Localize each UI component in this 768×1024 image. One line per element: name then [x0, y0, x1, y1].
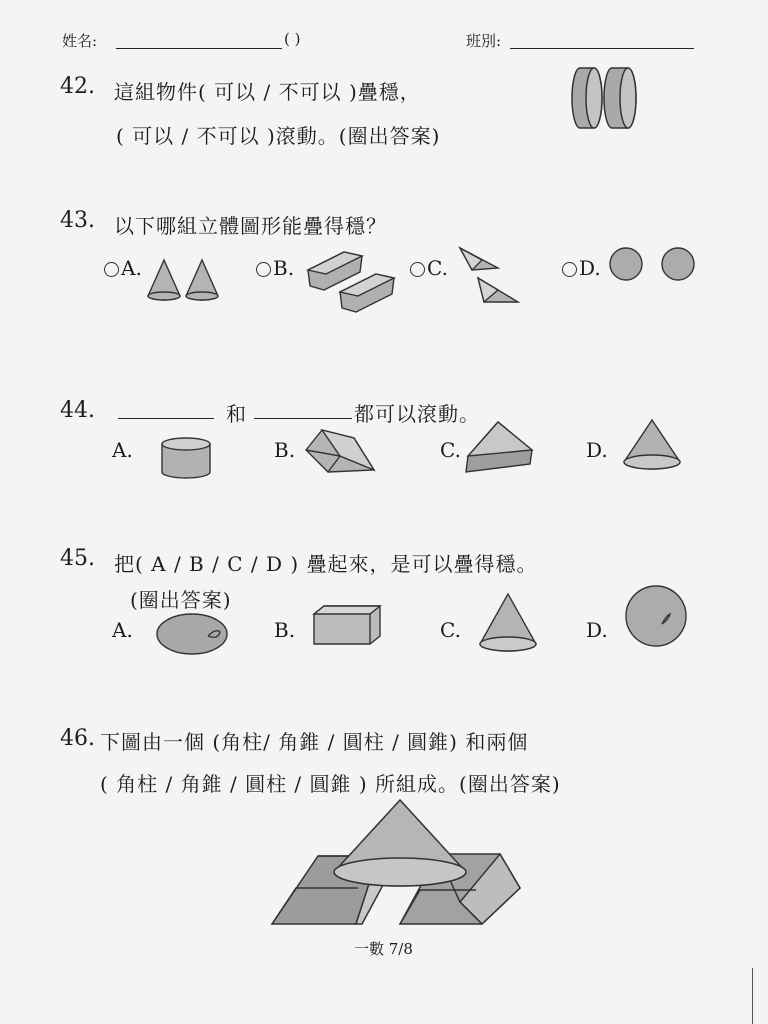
- q44-d-cone-figure: [622, 418, 682, 472]
- q44-c-pyramid-figure: [462, 420, 534, 476]
- q45-b-cuboid-figure: [312, 604, 382, 646]
- question-42-number: 42.: [60, 74, 95, 99]
- q44-option-c-label[interactable]: C.: [440, 438, 461, 462]
- page-number: 一數 7/8: [354, 940, 413, 958]
- page-edge-mark: [752, 968, 753, 1024]
- q44-a-cylinder-figure: [160, 436, 212, 482]
- q46-cone-on-two-prisms-figure: [270, 798, 522, 928]
- question-44-number: 44.: [60, 398, 95, 423]
- q43-d-two-spheres-figure: [608, 246, 698, 282]
- q45-d-sphere-figure: [624, 584, 688, 648]
- q45-c-cone-figure: [478, 592, 538, 654]
- class-label: 班別:: [466, 32, 502, 50]
- question-45-number: 45.: [60, 546, 95, 571]
- q43-option-b[interactable]: B.: [256, 256, 294, 280]
- q44-option-d-label[interactable]: D.: [586, 438, 608, 462]
- question-42-line2: ( 可以 / 不可以 )滾動。(圈出答案): [116, 124, 441, 148]
- q45-option-c-label[interactable]: C.: [440, 618, 461, 642]
- q45-a-oval-figure: [156, 612, 232, 656]
- q44-and: 和: [226, 402, 247, 426]
- question-45-note: (圈出答案): [130, 588, 232, 612]
- question-45-text: 把( A / B / C / D ) 疊起來，是可以疊得穩。: [114, 552, 538, 576]
- q44-b-triangular-prism-figure: [304, 428, 378, 476]
- radio-icon[interactable]: [256, 262, 271, 277]
- q45-option-d-label[interactable]: D.: [586, 618, 608, 642]
- q45-option-b-label[interactable]: B.: [274, 618, 296, 642]
- q45-option-a-label[interactable]: A.: [112, 618, 133, 642]
- q44-suffix: 都可以滾動。: [354, 402, 480, 426]
- radio-icon[interactable]: [410, 262, 425, 277]
- q43-b-two-prisms-figure: [304, 246, 400, 314]
- question-42-line1: 這組物件( 可以 / 不可以 )疊穩，: [114, 80, 421, 104]
- q44-answer-blank-1[interactable]: [118, 400, 214, 419]
- name-label: 姓名:: [62, 32, 98, 50]
- name-input-line[interactable]: [116, 30, 282, 49]
- class-number-paren: ( ): [284, 30, 301, 48]
- question-46-number: 46.: [60, 726, 95, 751]
- q44-option-b-label[interactable]: B.: [274, 438, 296, 462]
- q42-two-cylinders-figure: [566, 64, 650, 134]
- q43-option-c[interactable]: C.: [410, 256, 448, 280]
- q43-a-two-cones-figure: [146, 256, 224, 302]
- question-43-text: 以下哪組立體圖形能疊得穩？: [114, 214, 387, 238]
- q43-option-a[interactable]: A.: [104, 256, 142, 280]
- q44-option-a-label[interactable]: A.: [112, 438, 133, 462]
- radio-icon[interactable]: [104, 262, 119, 277]
- q43-c-two-pyramids-figure: [454, 244, 522, 306]
- question-46-line2: ( 角柱 / 角錐 / 圓柱 / 圓錐 ) 所組成。(圈出答案): [100, 772, 561, 796]
- radio-icon[interactable]: [562, 262, 577, 277]
- class-input-line[interactable]: [510, 30, 694, 49]
- q43-option-d[interactable]: D.: [562, 256, 601, 280]
- question-46-line1: 下圖由一個 (角柱/ 角錐 / 圓柱 / 圓錐) 和兩個: [100, 730, 529, 754]
- q44-answer-blank-2[interactable]: [254, 400, 352, 419]
- question-43-number: 43.: [60, 208, 95, 233]
